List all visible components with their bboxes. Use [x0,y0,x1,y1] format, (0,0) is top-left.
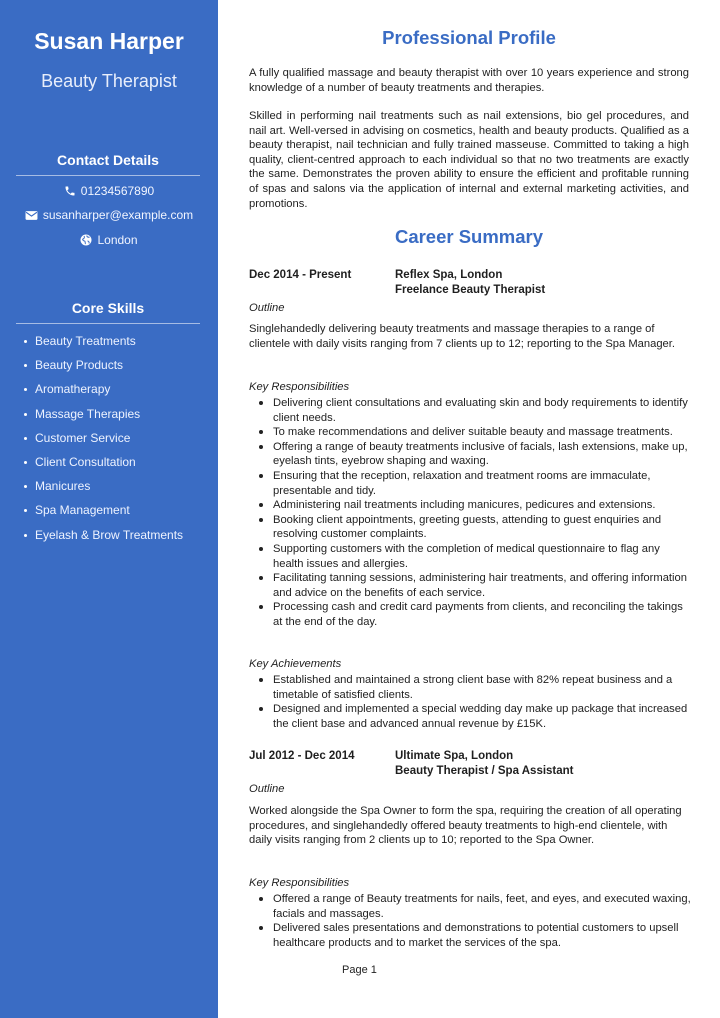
skill-item: Aromatherapy [22,381,183,405]
achievements-list [257,673,691,731]
contact-email [0,208,218,222]
globe-icon [80,234,92,246]
job-dates: Dec 2014 - Present [249,269,352,281]
email-address: susanharper@example.com [42,208,194,222]
candidate-name: Susan Harper [34,28,184,54]
job-dates: Jul 2012 - Dec 2014 [249,750,355,762]
outline-label: Outline [249,302,285,314]
list-item: Designed and implemented a special wedding day make up package that increased the client base and advanced annual revenue by £15K. [257,702,691,731]
location-text: London [97,233,138,247]
skill-item: Eyelash & Brow Treatments [22,527,183,551]
list-item: Facilitating tanning sessions, administering hair treatments, and offering information and advice on the benefits of each service. [257,571,691,600]
list-item: Booking client appointments, greeting guests, attending to guest enquiries and resolving customer complaints. [257,513,691,542]
list-item: Offering a range of beauty treatments inclusive of facials, lash extensions, make up, eyelash tints, eyebrow shaping and waxing. [257,440,691,469]
list-item: Processing cash and credit card payments from clients, and reconciling the takings at the end of the day. [257,600,691,629]
job-company: Reflex Spa, London [395,269,503,281]
job-employer [395,268,545,298]
professional-profile-heading: Professional Profile [382,27,556,48]
list-item: Established and maintained a strong client base with 82% repeat business and a timetable of satisfied clients. [257,673,691,702]
skill-item: Beauty Products [22,357,183,381]
career-summary-heading: Career Summary [394,226,544,247]
phone-icon [64,185,76,197]
outline-label: Outline [249,783,285,795]
sidebar [0,0,218,1018]
skill-item: Beauty Treatments [22,333,183,357]
skill-item: Client Consultation [22,454,183,478]
skill-item: Manicures [22,478,183,502]
phone-number: 01234567890 [80,184,155,198]
list-item: To make recommendations and deliver suitable beauty and massage treatments. [257,425,691,440]
job-outline: Worked alongside the Spa Owner to form the spa, requiring the creation of all operating procedures, and singlehandedly offered beauty treatments to high-end clientele, with daily visits ranging from 2 clients up to 10; reported to the Spa Owner. [249,805,682,847]
list-item: Delivered sales presentations and demonstrations to potential customers to upsell healthcare products and to market the services of the spa. [257,921,691,950]
responsibilities-list [257,892,691,950]
list-item: Delivering client consultations and evaluating skin and body requirements to identify client needs. [257,396,691,425]
skill-item: Customer Service [22,430,183,454]
candidate-job-title: Beauty Therapist [41,71,177,91]
achievements-label: Key Achievements [249,658,342,670]
skill-item: Massage Therapies [22,406,183,430]
contact-phone [0,184,218,198]
contact-location [0,233,218,247]
job-outline: Singlehandedly delivering beauty treatments and massage therapies to a range of clientele with daily visits ranging from 7 clients up to 12; reporting to the Spa Manager. [249,323,675,350]
list-item: Offered a range of Beauty treatments for nails, feet, and eyes, and executed waxing, facials and massages. [257,892,691,921]
list-item: Ensuring that the reception, relaxation and treatment rooms are immaculate, presentable and tidy. [257,469,691,498]
core-skills-list [22,333,183,551]
core-skills-heading: Core Skills [16,300,200,324]
job-role: Beauty Therapist / Spa Assistant [395,765,574,777]
profile-paragraph-1: A fully qualified massage and beauty therapist with over 10 years experience and strong knowledge of a number of beauty treatments and therapies. [249,67,689,94]
skill-item: Spa Management [22,502,183,526]
contact-details-heading: Contact Details [16,152,200,176]
job-employer [395,749,574,779]
responsibilities-label: Key Responsibilities [249,381,350,393]
responsibilities-list [257,396,691,630]
list-item: Supporting customers with the completion of medical questionnaire to flag any health issues and allergies. [257,542,691,571]
page-number: Page 1 [342,964,377,976]
envelope-icon [25,210,38,221]
job-company: Ultimate Spa, London [395,750,514,762]
profile-paragraph-2: Skilled in performing nail treatments such as nail extensions, bio gel procedures, and nail art. Well-versed in advising on cosmetics, health and beauty products. Qualified as a beauty therapist, nail technician and fully trained masseuse. Committed to taking a high quality, client-centred approach to each individual so that no two treatments are exactly the same. Demonstrates the proven ability to ensure the efficient and profitable running of spas and salons via the application of internal and external marketing activities, and promotions. [249,110,689,210]
job-role: Freelance Beauty Therapist [395,284,546,296]
list-item: Administering nail treatments including manicures, pedicures and extensions. [257,498,691,513]
responsibilities-label: Key Responsibilities [249,877,350,889]
